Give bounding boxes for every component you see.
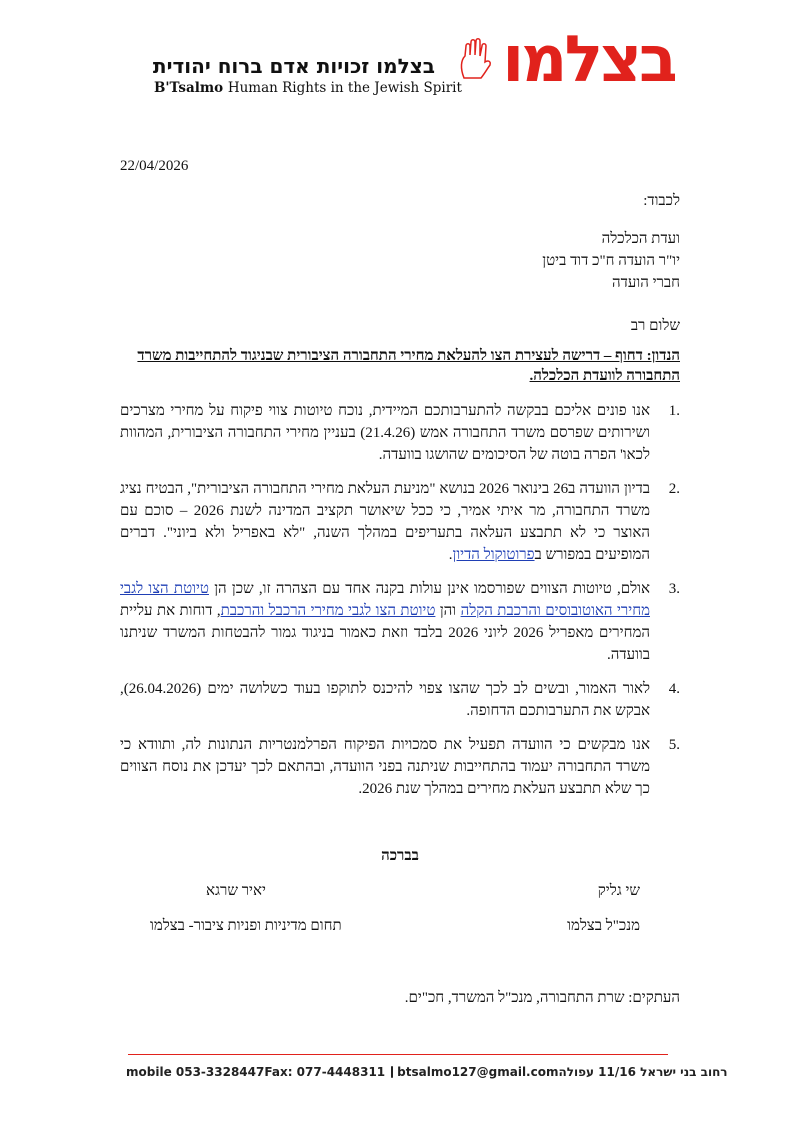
item-text-part: והן <box>435 603 461 619</box>
tagline-en-brand: B'Tsalmo <box>154 80 224 96</box>
footer-contact <box>126 1060 728 1084</box>
hand-icon <box>456 38 494 82</box>
footer-email[interactable]: btsalmo127@gmail.com <box>397 1065 559 1079</box>
list-item <box>120 578 680 666</box>
bus-order-link[interactable]: טיוטת הצו לגבי מחירי האוטובוסים והרכבת הקלה <box>120 581 650 619</box>
list-item <box>120 478 680 566</box>
item-text-part: בדיון הוועדה ב26 בינואר 2026 בנושא "מניעת העלאת מחירי התחבורה הציבורית", הבטיח נציג משרד התחבורה, מר איתי אמיר, כי ככל שיאושר תקציב המדינה לשנת 2026 – סוכם עם האוצר כי לא תתבצע העלאה בתעריפים במהלך השנה, "לא באפריל ולא ביוני". דברים המופיעים במפורש ב <box>120 481 651 563</box>
tagline-brand: בצלמו <box>376 54 435 78</box>
footer-address: רחוב בני ישראל 11/16 עפולה <box>558 1065 728 1079</box>
copies-line: העתקים: שרת התחבורה, מנכ"ל המשרד, חכ"ים. <box>404 990 680 1006</box>
tagline-english <box>154 80 462 100</box>
item-number: 5. <box>668 737 680 753</box>
item-text <box>120 478 650 566</box>
recipient-line: יו"ר הועדה ח"כ דוד ביטן <box>542 253 680 269</box>
footer-divider <box>128 1054 668 1055</box>
greeting: שלום רב <box>630 318 680 334</box>
brand-logo: בצלמו <box>502 23 675 97</box>
footer-fax: Fax: 077-4448311 <box>264 1065 386 1079</box>
signatory-name: יאיר שרגא <box>206 883 266 899</box>
recipients <box>280 228 680 294</box>
item-text-part: , דוחות את עליית המחירים מאפריל 2026 ליוני 2026 בלבד וזאת כאמור בניגוד גמור להבטחות המשרד שניתנו בוועדה. <box>120 603 650 663</box>
mail-icon <box>391 1066 393 1078</box>
tagline-text: זכויות אדם ברוח יהודית <box>152 54 370 78</box>
item-number: 3. <box>668 581 680 597</box>
letter-date: 22/04/2026 <box>120 158 189 174</box>
protocol-link[interactable]: פרוטוקול הדיון <box>452 547 535 563</box>
signatory-role: תחום מדיניות ופניות ציבור- בצלמו <box>150 918 342 934</box>
to-label: לכבוד: <box>643 193 680 209</box>
item-text: אנו פונים אליכם בבקשה להתערבותכם המיידית, נוכח טיוטות צווי פיקוח על מחירי מצרכים ושירותים שפרסם משרד התחבורה אמש (21.4.26) בעניין מחירי התחבורה הציבורית, המהוות לכאו' הפרה בוטה של הסיכומים שהושגו בוועדה. <box>120 403 650 463</box>
item-text-part: . <box>448 547 453 563</box>
subject-line: הנדון: דחוף – דרישה לעצירת הצו להעלאת מחירי התחבורה הציבורית שבניגוד להתחייבות משרד התחבורה לוועדת הכלכלה. <box>137 348 680 384</box>
list-item <box>120 734 680 800</box>
item-number: 2. <box>668 481 680 497</box>
item-number: 1. <box>668 403 680 419</box>
signatory-role: מנכ"ל בצלמו <box>567 918 640 934</box>
list-item <box>120 400 680 466</box>
recipient-line: חברי הועדה <box>612 275 680 291</box>
closing: בברכה <box>381 848 419 864</box>
recipient-line: ועדת הכלכלה <box>601 231 680 247</box>
item-text: לאור האמור, ובשים לב לכך שהצו צפוי להיכנס לתוקפו בעוד כשלושה ימים (26.04.2026), אבקש את התערבותכם הדחופה. <box>120 681 650 719</box>
cable-train-order-link[interactable]: טיוטת הצו לגבי מחירי הרכבל והרכבת <box>220 603 436 619</box>
item-text: אנו מבקשים כי הוועדה תפעיל את סמכויות הפיקוח הפרלמנטריות הנתונות לה, ותוודא כי משרד התחבורה יעמוד בהתחייבות שניתנה בפני הוועדה, ובהתאם לכך יעדכן את נוסח הצווים כך שלא תתבצע העלאת מחירים במהלך שנת 2026. <box>120 737 650 797</box>
signatory-name: שי גליק <box>597 883 640 899</box>
item-text <box>120 578 650 666</box>
list-item <box>120 678 680 722</box>
tagline-en-text: Human Rights in the Jewish Spirit <box>227 80 462 96</box>
item-number: 4. <box>668 681 680 697</box>
item-text-part: אולם, טיוטות הצווים שפורסמו אינן עולות בקנה אחד עם הצהרה זו, שכן הן <box>208 581 650 597</box>
footer-mobile: mobile 053-3328447 <box>126 1065 265 1079</box>
